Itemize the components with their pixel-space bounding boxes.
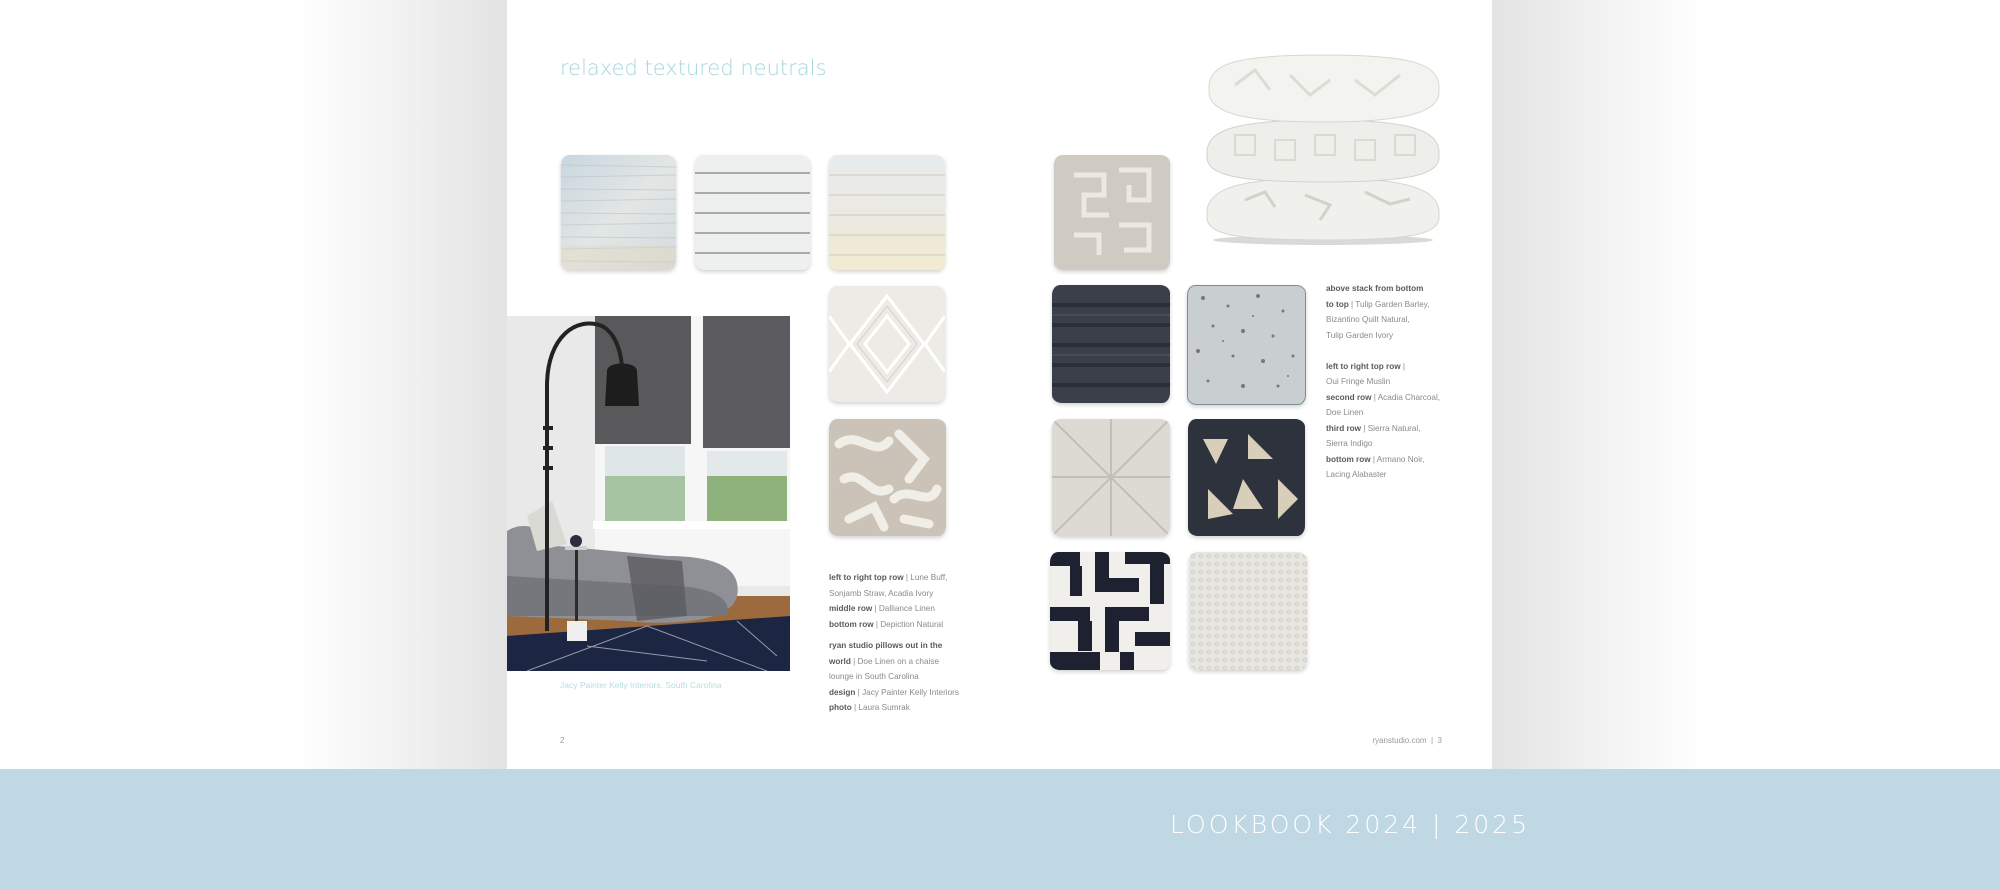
- caption-label: ryan studio pillows out in the: [829, 641, 943, 650]
- caption-text: | Armano Noir,: [1370, 454, 1425, 464]
- caption-text: | Depiction Natural: [873, 619, 944, 629]
- caption-label: photo: [829, 703, 852, 712]
- caption-text: |: [1400, 361, 1405, 371]
- caption-label: bottom row: [829, 619, 874, 629]
- caption-label: third row: [1326, 423, 1362, 433]
- caption-text: Sierra Indigo: [1326, 439, 1373, 448]
- pillow-sierra-indigo: [1188, 419, 1305, 536]
- room-photo-chaise-lounge: [507, 316, 790, 671]
- footer-banner: [0, 769, 2000, 890]
- pillow-depiction-natural: [829, 419, 946, 536]
- caption-text: Sonjamb Straw, Acadia Ivory: [829, 588, 934, 598]
- caption-label: world: [829, 656, 851, 666]
- page-title: relaxed textured neutrals: [560, 56, 827, 80]
- caption-text: | Lune Buff,: [903, 573, 948, 582]
- caption-text: lounge in South Carolina: [829, 672, 919, 681]
- photo-credit: Jacy Painter Kelly Interiors, South Carolina: [560, 680, 722, 690]
- caption-text: Bizantino Quilt Natural,: [1326, 315, 1410, 324]
- pillow-stack: [1195, 50, 1450, 245]
- pillow-dalliance-linen: [829, 286, 945, 402]
- caption-text: Tulip Garden Ivory: [1326, 330, 1394, 340]
- right-page-footer: ryanstudio.com | 3: [1372, 736, 1442, 745]
- caption-text: Oui Fringe Muslin: [1326, 377, 1391, 386]
- pillow-sierra-natural: [1052, 419, 1170, 536]
- caption-label: above stack from bottom: [1326, 284, 1424, 293]
- left-caption: [829, 570, 979, 716]
- pillow-lune-buff: [561, 155, 676, 270]
- pillow-doe-linen: [1187, 285, 1306, 405]
- pillow-acadia-ivory: [829, 155, 945, 270]
- left-page-number: 2: [560, 736, 565, 745]
- caption-text: | Laura Sumrak: [851, 703, 910, 712]
- right-margin-shadow: [1492, 0, 2000, 769]
- pillow-sonjamb-straw: [695, 155, 810, 270]
- caption-text: | Doe Linen on a chaise: [850, 656, 939, 666]
- caption-label: second row: [1326, 392, 1372, 402]
- caption-label: design: [829, 687, 856, 697]
- caption-text: | Tulip Garden Barley,: [1348, 299, 1430, 309]
- caption-label: to top: [1326, 299, 1349, 309]
- caption-label: middle row: [829, 604, 873, 613]
- lookbook-title: LOOKBOOK 2024 | 2025: [1170, 810, 1530, 839]
- left-margin-shadow: [0, 0, 507, 769]
- caption-text: Doe Linen: [1326, 408, 1364, 417]
- caption-text: | Jacy Painter Kelly Interiors: [855, 687, 959, 697]
- caption-label: bottom row: [1326, 454, 1371, 464]
- right-caption: [1326, 281, 1456, 483]
- pillow-lacing-alabaster: [1189, 552, 1307, 670]
- pillow-armano-noir: [1050, 552, 1170, 670]
- caption-text: Lacing Alabaster: [1326, 470, 1387, 479]
- caption-label: left to right top row: [1326, 361, 1401, 371]
- caption-label: left to right top row: [829, 573, 904, 582]
- caption-text: | Acadia Charcoal,: [1371, 392, 1441, 402]
- caption-text: | Dalliance Linen: [872, 604, 935, 613]
- caption-text: | Sierra Natural,: [1361, 423, 1421, 433]
- pillow-acadia-charcoal: [1052, 285, 1170, 403]
- pillow-oui-fringe-muslin: [1054, 155, 1170, 270]
